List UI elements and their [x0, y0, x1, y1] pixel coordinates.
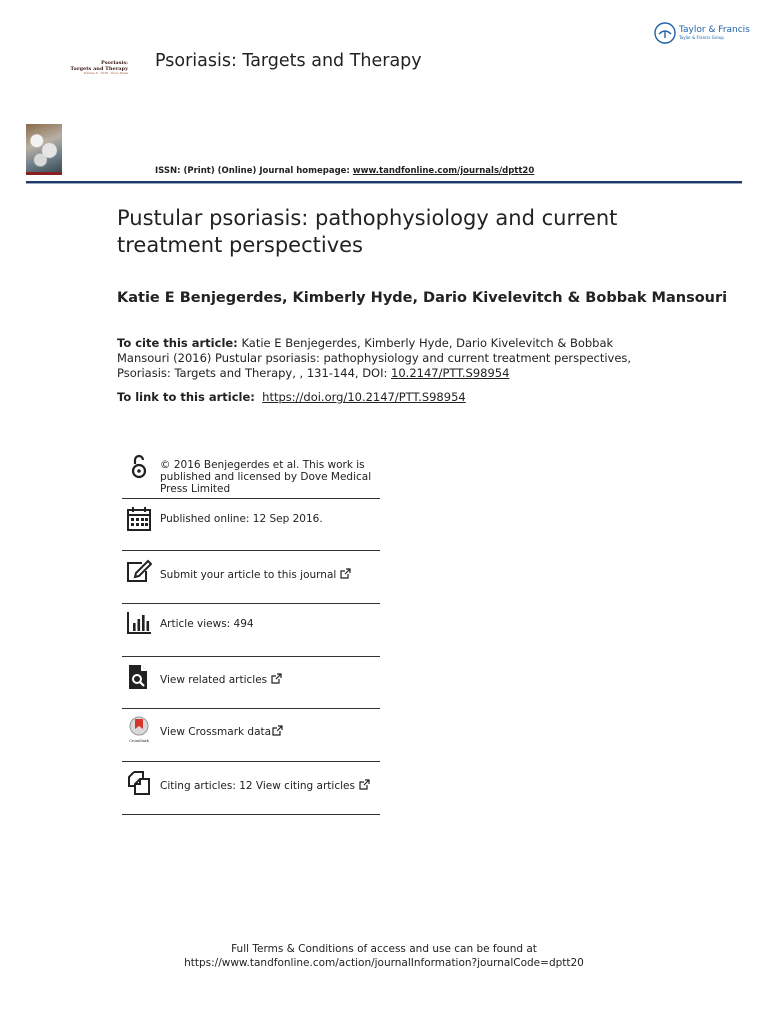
external-link-icon — [272, 725, 283, 736]
header-divider-shadow — [26, 183, 742, 184]
related-articles-icon — [126, 664, 152, 690]
info-divider — [122, 761, 380, 762]
article-doi-url[interactable]: https://doi.org/10.2147/PTT.S98954 — [262, 390, 466, 404]
article-link-block — [117, 390, 466, 404]
footer — [0, 942, 768, 970]
license-text: © 2016 Benjegerdes et al. This work is published and licensed by Dove Medical Press Limited — [160, 459, 372, 495]
submit-link[interactable]: Submit your article to this journal — [160, 569, 337, 581]
submit-row[interactable] — [122, 559, 380, 585]
article-title: Pustular psoriasis: pathophysiology and current treatment perspectives — [117, 206, 618, 257]
edit-icon — [126, 559, 152, 585]
journal-homepage-link[interactable]: www.tandfonline.com/journals/dptt20 — [352, 166, 535, 176]
info-divider — [122, 550, 380, 551]
publisher-logo — [654, 22, 750, 44]
publisher-name: Taylor & Francis — [679, 25, 750, 35]
article-link-label: To link to this article: — [117, 390, 255, 404]
citation-label: To cite this article: — [117, 336, 238, 350]
related-articles-link[interactable]: View related articles — [160, 674, 268, 686]
calendar-icon — [126, 506, 152, 532]
open-access-icon — [126, 454, 152, 480]
views-text: Article views: 494 — [160, 618, 254, 630]
info-divider — [122, 814, 380, 815]
info-divider — [122, 603, 380, 604]
journal-cover-image — [26, 124, 62, 175]
crossmark-row[interactable] — [122, 716, 380, 742]
info-divider — [122, 708, 380, 709]
journal-title: Psoriasis: Targets and Therapy — [155, 51, 422, 71]
external-link-icon — [271, 673, 282, 684]
views-row — [122, 610, 380, 636]
external-link-icon — [359, 779, 370, 790]
citing-articles-link[interactable]: Citing articles: 12 View citing articles — [160, 780, 355, 792]
related-row[interactable] — [122, 664, 380, 690]
citing-articles-icon — [126, 770, 152, 796]
citing-row[interactable] — [122, 770, 380, 796]
crossmark-badge — [126, 716, 152, 742]
citation-block — [117, 336, 657, 381]
footer-line1: Full Terms & Conditions of access and use can be found at — [231, 943, 537, 955]
bar-chart-icon — [126, 610, 152, 636]
issn-line — [155, 166, 534, 176]
article-authors: Katie E Benjegerdes, Kimberly Hyde, Dario Kivelevitch & Bobbak Mansouri — [117, 290, 728, 306]
crossmark-icon — [126, 716, 152, 736]
taylor-francis-icon — [654, 22, 676, 44]
journal-logo-line2: Targets and Therapy — [70, 66, 128, 72]
journal-logo-line1: Psoriasis: — [100, 60, 128, 66]
journal-logo-line3: Volume 6 · 2016 · Dove Press — [83, 71, 128, 75]
info-divider — [122, 498, 380, 499]
crossmark-link[interactable]: View Crossmark data — [160, 726, 272, 738]
published-row — [122, 506, 380, 532]
published-text: Published online: 12 Sep 2016. — [160, 513, 323, 525]
crossmark-badge-label: CrossMark — [129, 739, 149, 743]
info-divider — [122, 656, 380, 657]
license-row — [122, 454, 380, 495]
footer-terms-url[interactable]: https://www.tandfonline.com/action/journalInformation?journalCode=dptt20 — [184, 957, 584, 969]
publisher-group: Taylor & Francis Group — [679, 35, 724, 40]
citation-text: Katie E Benjegerdes, Kimberly Hyde, Dario Kivelevitch & Bobbak Mansouri (2016) Pustular psoriasis: pathophysiology and current treatment perspectives, Psoriasis: Targets and Therapy, , 131-144, DOI: — [117, 336, 632, 380]
issn-text: ISSN: (Print) (Online) Journal homepage: — [155, 166, 353, 176]
external-link-icon — [340, 568, 351, 579]
journal-logo — [52, 60, 128, 76]
citation-doi-link[interactable]: 10.2147/PTT.S98954 — [391, 366, 510, 380]
